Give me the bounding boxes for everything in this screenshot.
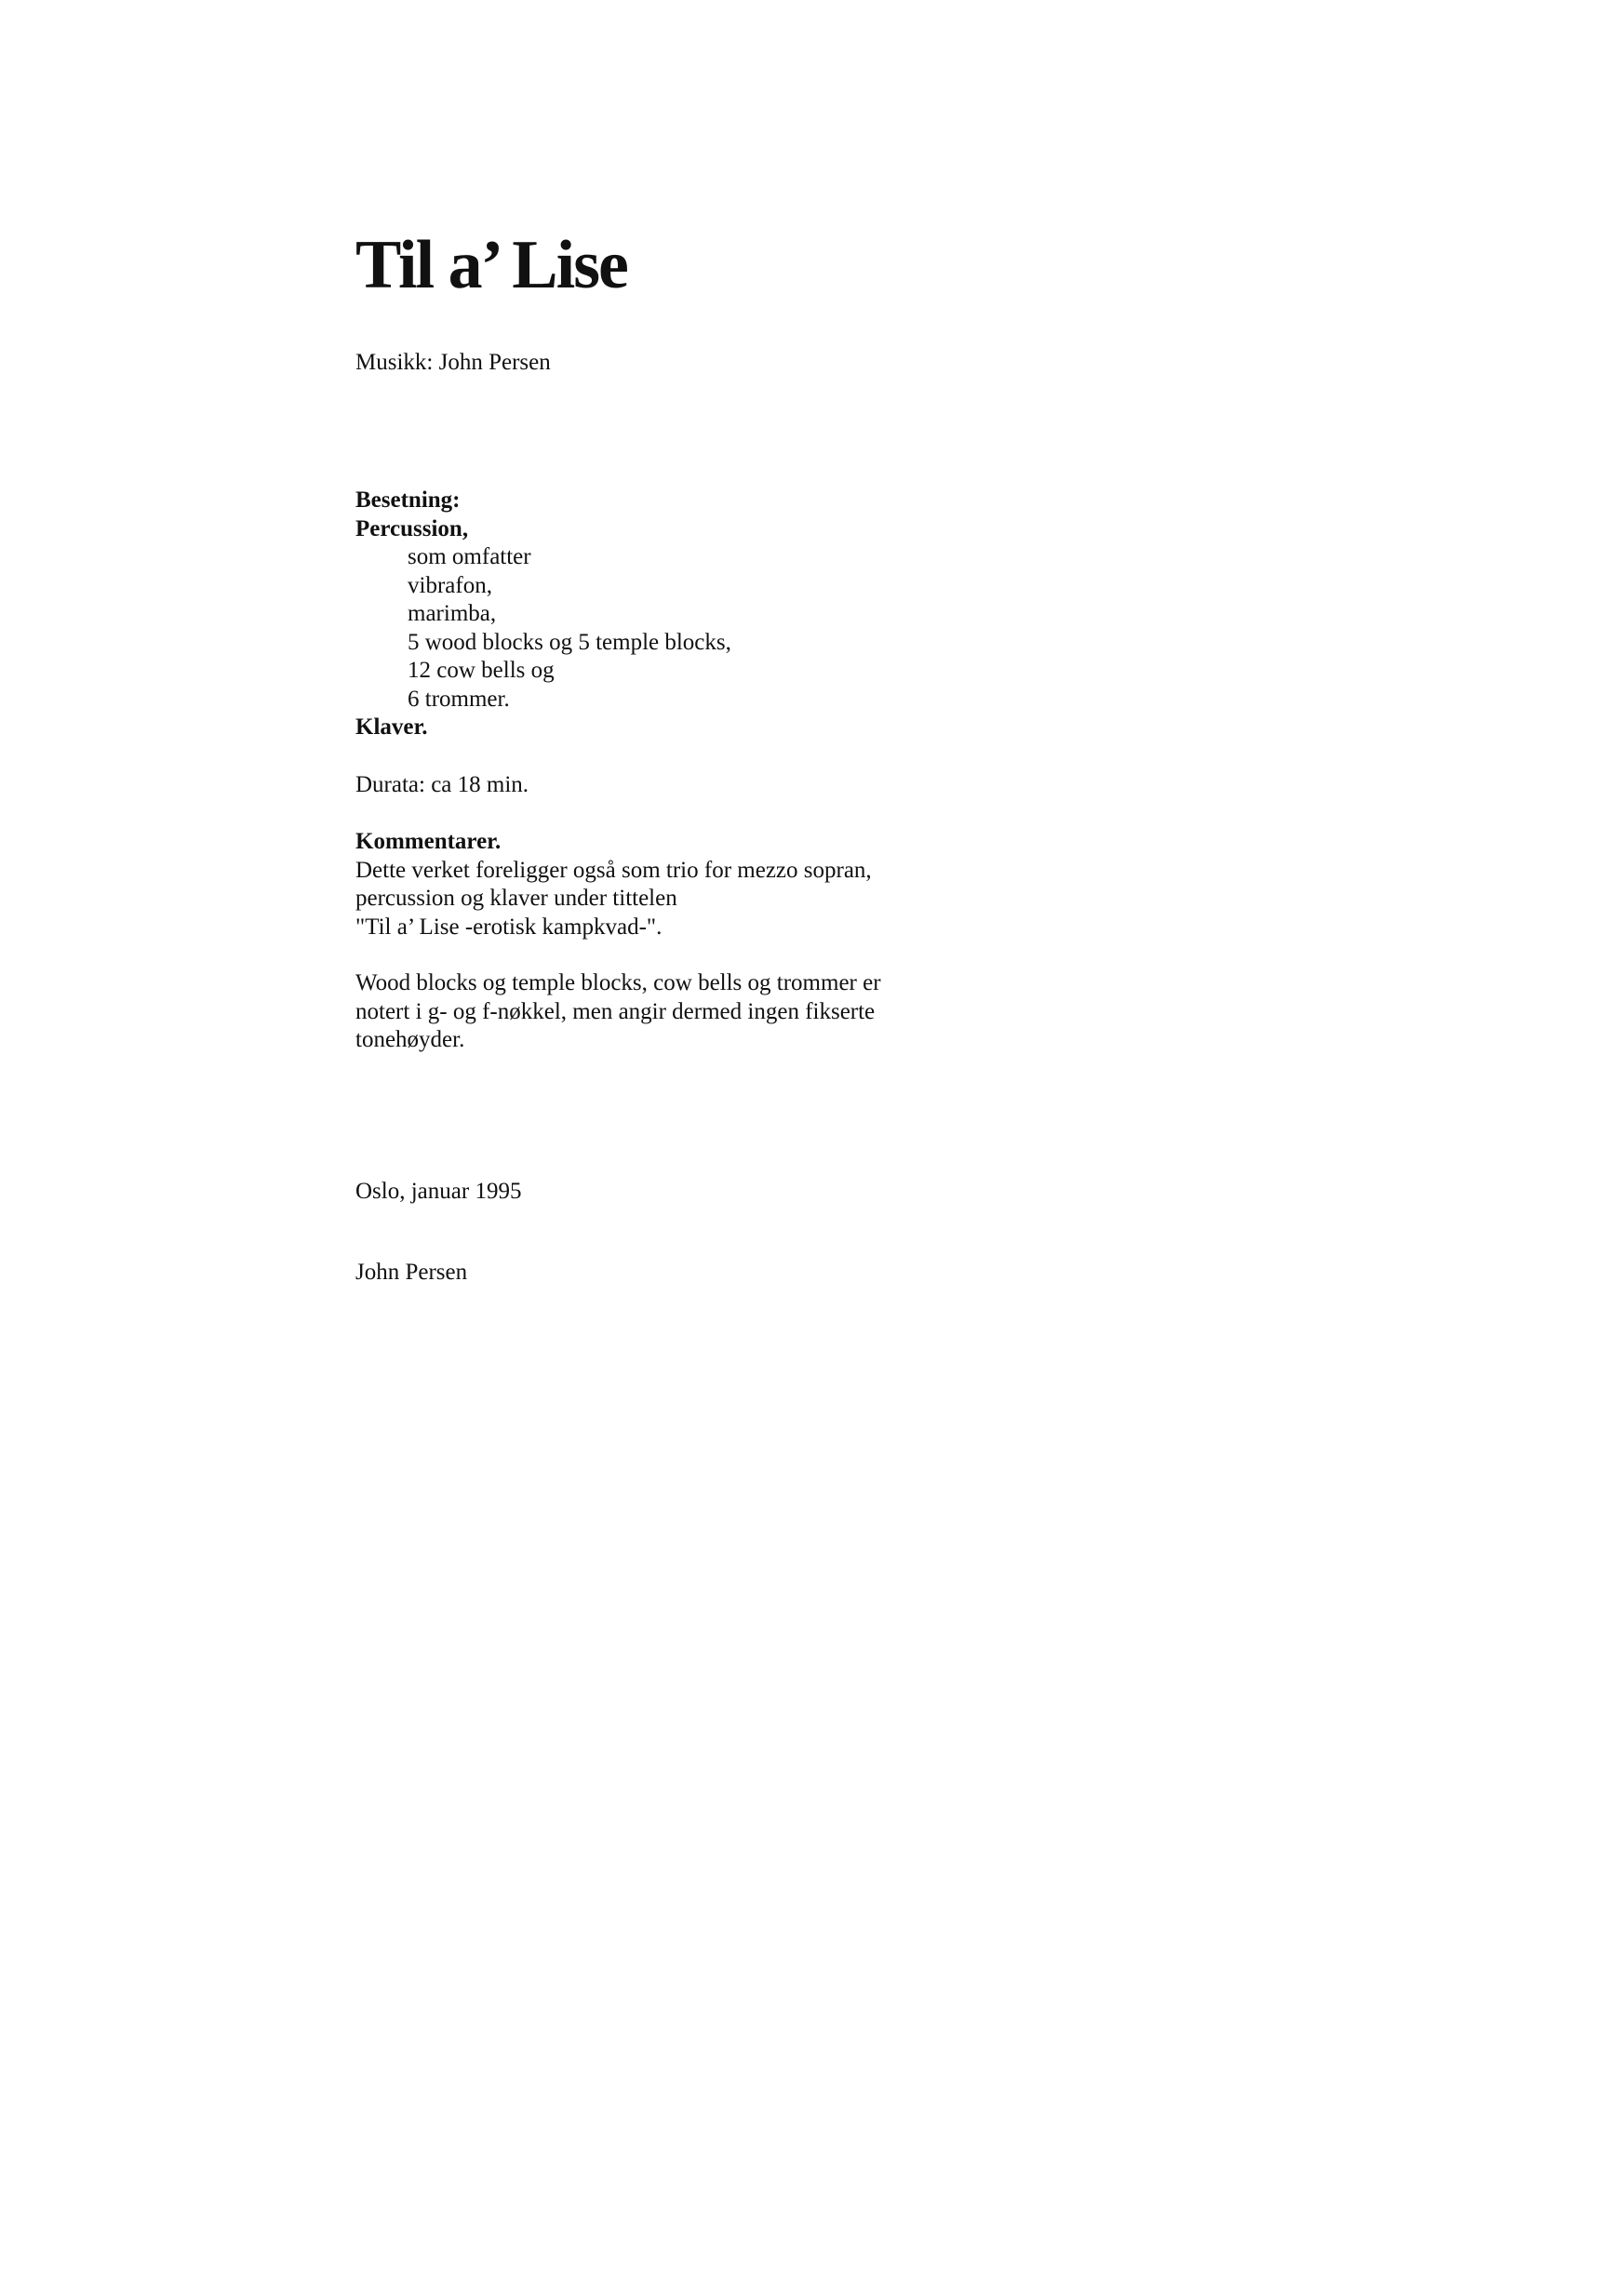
instrument-item: marimba, [408,601,497,626]
duration-text: Durata: ca 18 min. [355,772,529,797]
comments-paragraph-line: Wood blocks og temple blocks, cow bells og trommer er [355,970,881,995]
music-credit: Musikk: John Persen [355,350,551,375]
instrument-item: 6 trommer. [408,686,510,712]
instrument-group-piano: Klaver. [355,714,428,740]
signature-name: John Persen [355,1260,468,1285]
comments-paragraph-line: percussion og klaver under tittelen [355,886,677,911]
place-date: Oslo, januar 1995 [355,1179,522,1204]
page-title: Til a’ Lise [355,227,627,303]
instrument-item: 12 cow bells og [408,658,555,683]
comments-paragraph-line: Dette verket foreligger også som trio for mezzo sopran, [355,857,872,883]
instrument-item: vibrafon, [408,572,492,598]
comments-paragraph-line: "Til a’ Lise -erotisk kampkvad-". [355,914,663,940]
comments-paragraph-line: notert i g- og f-nøkkel, men angir dermed ingen fikserte [355,998,876,1024]
instrument-item: som omfatter [408,544,531,569]
instrument-item: 5 wood blocks og 5 temple blocks, [408,629,731,655]
comments-heading: Kommentarer. [355,829,502,854]
comments-paragraph-line: tonehøyder. [355,1027,465,1052]
instrument-group-percussion: Percussion, [355,515,469,541]
instrumentation-heading: Besetning: [355,487,461,513]
instrumentation-section [355,487,731,742]
comments-section [355,828,872,941]
comments-paragraph-2 [355,969,881,1055]
